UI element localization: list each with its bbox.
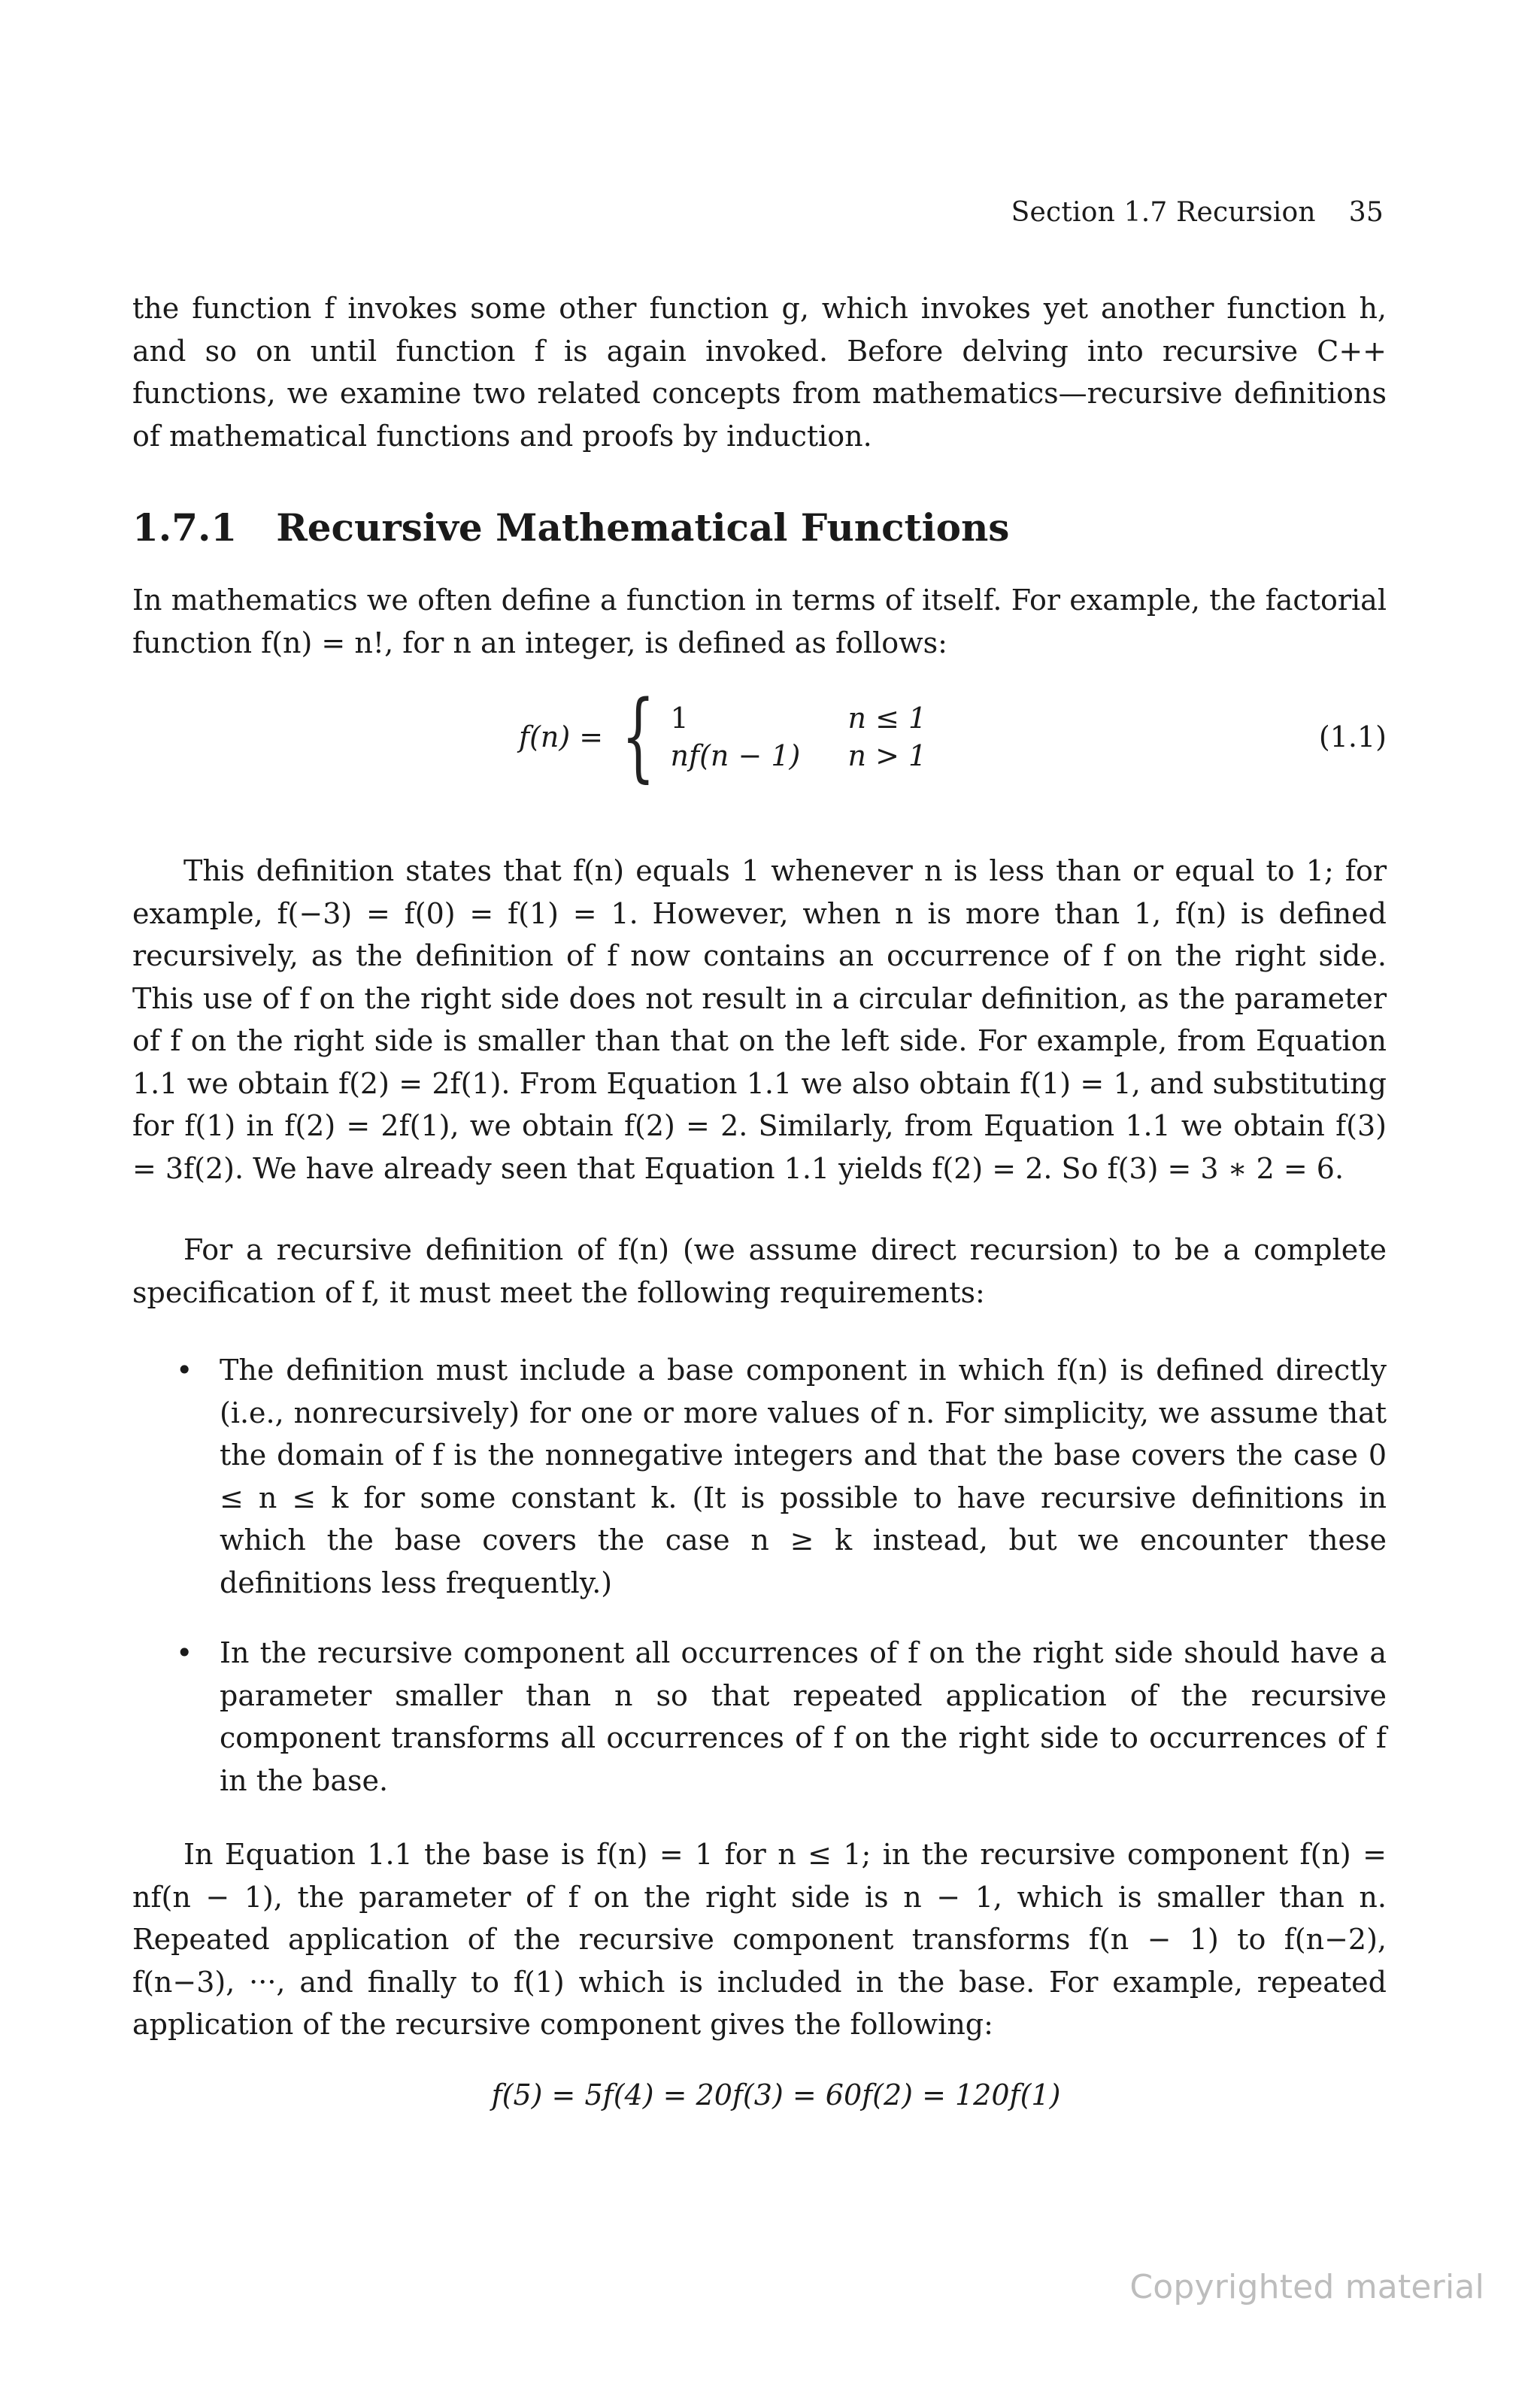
running-head — [1011, 197, 1384, 228]
case-1-value: 1 — [670, 702, 689, 735]
paragraph-1 — [132, 579, 1387, 664]
paragraph-2 — [132, 850, 1387, 1190]
intro-paragraph — [132, 287, 1387, 457]
section-heading-title: Recursive Mathematical Functions — [276, 505, 1010, 550]
section-title: Section 1.7 Recursion — [1011, 197, 1316, 228]
paragraph-3-text: For a recursive definition of f(n) (we assume direct recursion) to be a complete specification of f, it must meet the following requirements: — [132, 1233, 1387, 1309]
copyright-watermark: Copyrighted material — [1129, 2268, 1484, 2306]
list-item-recursive-text: In the recursive component all occurrences of f on the right side should have a parameter smaller than n so that repeated application of the recursive component transforms all occurrences of f on the right side to occurrences of f in the base. — [220, 1636, 1387, 1797]
bullet-dot: • — [176, 1636, 193, 1669]
equation-factorial-expansion — [0, 2078, 1540, 2112]
case-2-value: nf(n − 1) — [670, 739, 801, 772]
case-2-condition: n > 1 — [847, 739, 927, 772]
section-heading-number: 1.7.1 — [132, 505, 238, 550]
intro-text: the function f invokes some other function g, which invokes yet another function h, and so on until function f is again invoked. Before delving into recursive C++ functions, we examine two related concepts from mathematics—recursive definitions of mathematical functions and proofs by induction. — [132, 292, 1387, 453]
paragraph-4 — [132, 1833, 1387, 2046]
equation-cases — [671, 702, 961, 772]
page-number: 35 — [1348, 197, 1384, 228]
paragraph-3 — [132, 1229, 1387, 1314]
case-1-condition: n ≤ 1 — [847, 702, 927, 735]
paragraph-4-text: In Equation 1.1 the base is f(n) = 1 for n ≤ 1; in the recursive component f(n) = nf(n − 1), the parameter of f on the right side is n − 1, which is smaller than n. Repeated application of the recursive component transforms f(n − 1) to f(n−2), f(n−3), ···, and finally to f(1) which is included in the base. For example, repeated application of the recursive component gives the following: — [132, 1838, 1387, 2041]
left-brace: { — [621, 681, 656, 793]
list-item-base — [176, 1349, 1387, 1604]
equation-number: (1.1) — [1318, 720, 1387, 753]
equation-1-1 — [519, 681, 961, 793]
list-item-base-text: The definition must include a base component in which f(n) is defined directly (i.e., nonrecursively) for one or more values of n. For simplicity, we assume that the domain of f is the nonnegative integers and that the base covers the case 0 ≤ n ≤ k for some constant k. (It is possible to have recursive definitions in which the base covers the case n ≥ k instead, but we encounter these definitions less frequently.) — [220, 1354, 1387, 1599]
paragraph-1-text: In mathematics we often define a function in terms of itself. For example, the factorial function f(n) = n!, for n an integer, is defined as follows: — [132, 584, 1387, 659]
list-item-recursive — [176, 1632, 1387, 1802]
equation-lhs: f(n) = — [519, 720, 604, 753]
paragraph-2-text: This definition states that f(n) equals 1 whenever n is less than or equal to 1; for example, f(−3) = f(0) = f(1) = 1. However, when n is more than 1, f(n) is defined recursively, as the definition of f now contains an occurrence of f on the right side. This use of f on the right side does not result in a circular definition, as the parameter of f on the right side is smaller than that on the left side. For example, from Equation 1.1 we obtain f(2) = 2f(1). From Equation 1.1 we also obtain f(1) = 1, and substituting for f(1) in f(2) = 2f(1), we obtain f(2) = 2. Similarly, from Equation 1.1 we obtain f(3) = 3f(2). We have already seen that Equation 1.1 yields f(2) = 2. So f(3) = 3 ∗ 2 = 6. — [132, 854, 1387, 1185]
bullet-dot: • — [176, 1354, 193, 1387]
section-heading — [132, 505, 1009, 550]
equation-factorial-text: f(5) = 5f(4) = 20f(3) = 60f(2) = 120f(1) — [491, 2078, 1061, 2112]
